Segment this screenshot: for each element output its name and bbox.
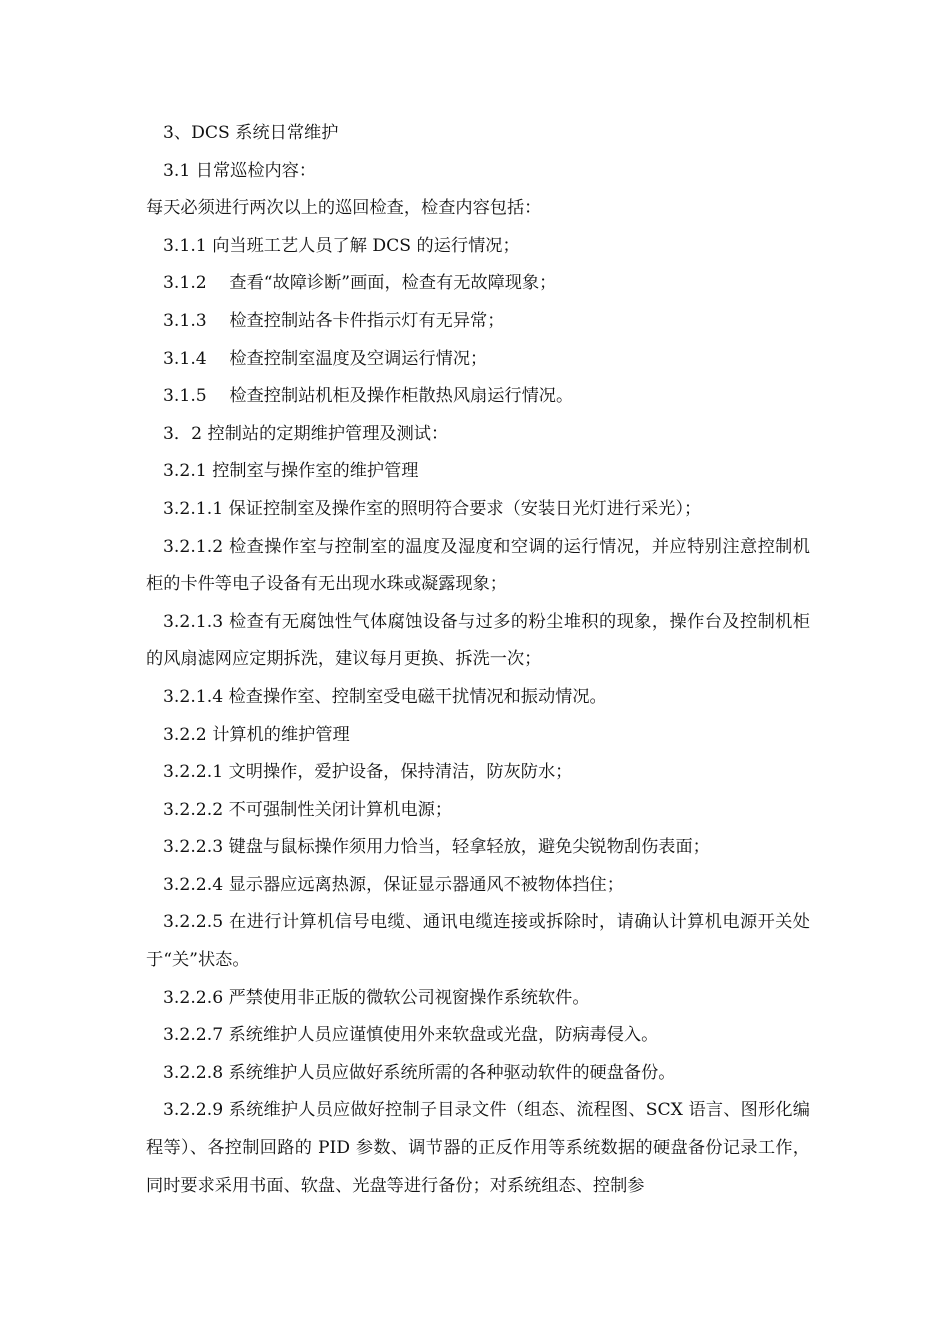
item-3-2-1-1: 3.2.1.1 保证控制室及操作室的照明符合要求（安装日光灯进行采光）； xyxy=(163,498,702,519)
item-3-1-5: 3.1.5 检查控制站机柜及操作柜散热风扇运行情况。 xyxy=(163,386,574,407)
item-3-2-2-1: 3.2.2.1 文明操作，爱护设备，保持清洁，防灰防水； xyxy=(163,762,573,783)
item-3-2-2-2: 3.2.2.2 不可强制性关闭计算机电源； xyxy=(163,799,453,820)
section-heading-dcs-maintenance: 3、DCS 系统日常维护 xyxy=(163,123,339,143)
item-3-2-2-3: 3.2.2.3 键盘与鼠标操作须用力恰当，轻拿轻放，避免尖锐物刮伤表面； xyxy=(163,837,710,858)
subsection-heading-3-2-1: 3.2.1 控制室与操作室的维护管理 xyxy=(163,461,419,482)
item-3-2-2-5: 3.2.2.5 在进行计算机信号电缆、通讯电缆连接或拆除时，请确认计算机电源开关处于“关”状态。 xyxy=(146,912,810,971)
item-3-1-2: 3.1.2 查看“故障诊断”画面，检查有无故障现象； xyxy=(163,273,557,294)
item-3-2-2-9: 3.2.2.9 系统维护人员应做好控制子目录文件（组态、流程图、SCX 语言、图形化编程等）、各控制回路的 PID 参数、调节器的正反作用等系统数据的硬盘备份记录工作，同时要求采用书面、软盘、光盘等进行备份；对系统组态、控制参 xyxy=(146,1100,810,1196)
item-3-1-4: 3.1.4 检查控制室温度及空调运行情况； xyxy=(163,348,488,369)
paragraph-inspection-intro: 每天必须进行两次以上的巡回检查，检查内容包括： xyxy=(146,198,542,219)
item-3-2-2-6: 3.2.2.6 严禁使用非正版的微软公司视窗操作系统软件。 xyxy=(163,987,590,1008)
document-body xyxy=(146,115,810,1205)
item-3-2-2-4: 3.2.2.4 显示器应远离热源，保证显示器通风不被物体挡住； xyxy=(163,874,624,895)
subsection-heading-3-2-2: 3.2.2 计算机的维护管理 xyxy=(163,724,350,745)
subsection-heading-periodic-maintenance: 3．2 控制站的定期维护管理及测试： xyxy=(163,423,449,444)
item-3-2-2-7: 3.2.2.7 系统维护人员应谨慎使用外来软盘或光盘，防病毒侵入。 xyxy=(163,1025,659,1046)
item-3-2-1-2: 3.2.1.2 检查操作室与控制室的温度及湿度和空调的运行情况，并应特别注意控制机柜的卡件等电子设备有无出现水珠或凝露现象； xyxy=(146,536,810,595)
item-3-2-1-3: 3.2.1.3 检查有无腐蚀性气体腐蚀设备与过多的粉尘堆积的现象，操作台及控制机柜的风扇滤网应定期拆洗，建议每月更换、拆洗一次； xyxy=(146,611,810,670)
item-3-1-1: 3.1.1 向当班工艺人员了解 DCS 的运行情况； xyxy=(163,235,520,256)
subsection-heading-daily-inspection: 3.1 日常巡检内容： xyxy=(163,160,317,181)
item-3-2-2-8: 3.2.2.8 系统维护人员应做好系统所需的各种驱动软件的硬盘备份。 xyxy=(163,1062,676,1083)
item-3-1-3: 3.1.3 检查控制站各卡件指示灯有无异常； xyxy=(163,310,505,331)
item-3-2-1-4: 3.2.1.4 检查操作室、控制室受电磁干扰情况和振动情况。 xyxy=(163,686,607,707)
